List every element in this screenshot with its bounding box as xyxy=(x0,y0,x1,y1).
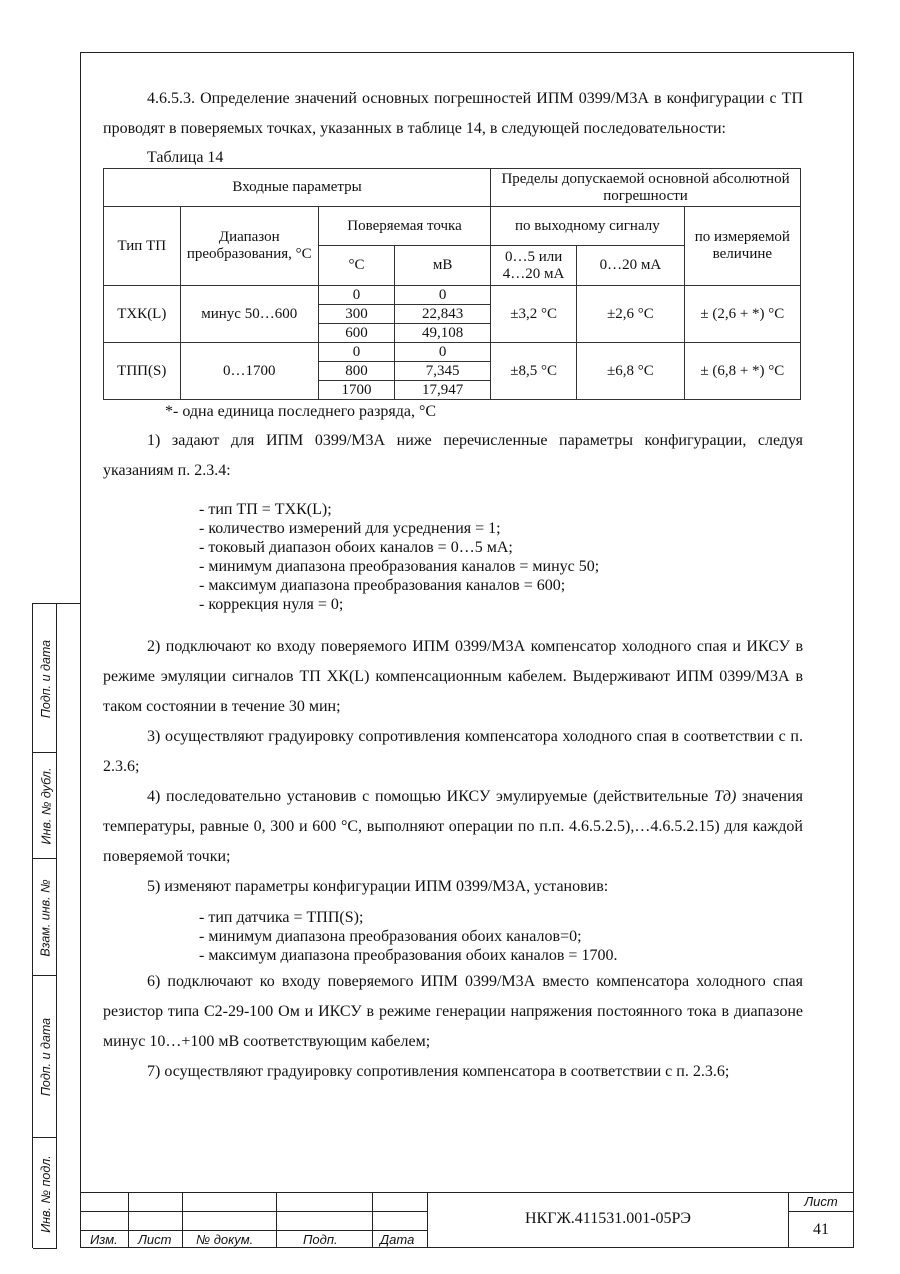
row-range: 0…1700 xyxy=(180,343,318,400)
side-label-dup-inv: Инв. № дубл. xyxy=(39,767,53,845)
header-mv: мВ xyxy=(395,246,491,286)
tb-data: Дата xyxy=(380,1232,415,1247)
header-by-output: по выходному сигналу xyxy=(491,207,685,246)
error-measured: ± (6,8 + *) °С xyxy=(684,343,800,400)
header-check-point: Поверяемая точка xyxy=(318,207,490,246)
error-output-2: ±2,6 °С xyxy=(577,286,685,343)
row-type: ТХК(L) xyxy=(104,286,181,343)
table-footnote: *- одна единица последнего разряда, °С xyxy=(165,403,437,420)
error-measured: ± (2,6 + *) °С xyxy=(684,286,800,343)
step-4-rest: значения температуры, равные 0, 300 и 600 °С, выполняют операции по п.п. 4.6.5.2.5),…4.6.5.2.15) для каждой поверяемой точки; xyxy=(103,788,803,865)
list-item: - тип датчика = ТПП(S); xyxy=(199,909,364,926)
list-item: - количество измерений для усреднения = 1; xyxy=(199,520,501,537)
step-3: 3) осуществляют градуировку сопротивления компенсатора холодного спая в соответствии с п. 2.3.6; xyxy=(103,728,803,775)
step-4 xyxy=(103,782,803,872)
step-6: 6) подключают ко входу поверяемого ИПМ 0399/М3А вместо компенсатора холодного спая резистор типа С2-29-100 Ом и ИКСУ в режиме генерации напряжения постоянного тока в диапазоне минус 10…+100 мВ соответствующим кабелем; xyxy=(103,973,803,1050)
config-list-1 xyxy=(103,500,803,614)
header-0-5ma: 0…5 или 4…20 мА xyxy=(491,246,577,286)
header-0-20ma: 0…20 мА xyxy=(577,246,685,286)
tb-podp: Подп. xyxy=(303,1232,338,1247)
list-item: - минимум диапазона преобразования обоих каналов=0; xyxy=(199,928,582,945)
step-4-variable: Tд) xyxy=(713,788,737,805)
list-item: - максимум диапазона преобразования обоих каналов = 1700. xyxy=(199,947,618,964)
side-label-orig-inv: Инв. № подл. xyxy=(39,1154,54,1233)
document-body xyxy=(103,84,803,1087)
table-14 xyxy=(103,168,801,400)
header-input-params: Входные параметры xyxy=(104,169,491,207)
point-mv: 0 xyxy=(395,286,491,305)
step-5: 5) изменяют параметры конфигурации ИПМ 0399/М3А, установив: xyxy=(147,878,609,895)
document-code: НКГЖ.411531.001-05РЭ xyxy=(524,1210,691,1227)
point-mv: 17,947 xyxy=(395,381,491,400)
tb-izm: Изм. xyxy=(90,1232,118,1247)
row-range: минус 50…600 xyxy=(180,286,318,343)
step-1: 1) задают для ИПМ 0399/М3А ниже перечисленные параметры конфигурации, следуя указаниям п. 2.3.4: xyxy=(103,432,803,479)
config-list-2 xyxy=(103,908,803,965)
point-degc: 300 xyxy=(318,305,394,324)
error-output-1: ±3,2 °С xyxy=(491,286,577,343)
error-output-2: ±6,8 °С xyxy=(577,343,685,400)
header-degc: °С xyxy=(318,246,394,286)
point-degc: 1700 xyxy=(318,381,394,400)
point-degc: 600 xyxy=(318,324,394,343)
table-caption: Таблица 14 xyxy=(147,149,224,166)
side-label-replace-inv: Взам. инв. № xyxy=(39,878,54,957)
step-7: 7) осуществляют градуировку сопротивления компенсатора в соответствии с п. 2.3.6; xyxy=(147,1063,730,1080)
error-output-1: ±8,5 °С xyxy=(491,343,577,400)
list-item: - токовый диапазон обоих каналов = 0…5 мА; xyxy=(199,539,513,556)
header-range: Диапазон преобразования, °С xyxy=(180,207,318,286)
tb-list: Лист xyxy=(138,1232,172,1247)
list-item: - тип ТП = ТХК(L); xyxy=(199,501,332,518)
side-label-sign-date-2: Подп. и дата xyxy=(39,1017,54,1097)
step-2: 2) подключают ко входу поверяемого ИПМ 0399/М3А компенсатор холодного спая и ИКСУ в режиме эмуляции сигналов ТП ХК(L) компенсационным кабелем. Выдерживают ИПМ 0399/М3А в таком состоянии в течение 30 мин; xyxy=(103,638,803,715)
point-mv: 49,108 xyxy=(395,324,491,343)
page-number: 41 xyxy=(813,1221,829,1238)
point-degc: 0 xyxy=(318,343,394,362)
list-item: - минимум диапазона преобразования каналов = минус 50; xyxy=(199,558,600,575)
list-item: - максимум диапазона преобразования каналов = 600; xyxy=(199,577,566,594)
side-stamp xyxy=(32,603,80,1248)
sheet-label: Лист xyxy=(804,1194,838,1209)
point-mv: 0 xyxy=(395,343,491,362)
step-4-text: 4) последовательно установив с помощью ИКСУ эмулируемые (действительные xyxy=(147,788,714,805)
header-by-measured: по измеряемой величине xyxy=(684,207,800,286)
point-mv: 22,843 xyxy=(395,305,491,324)
tb-dokum: № докум. xyxy=(196,1232,254,1247)
intro-paragraph: 4.6.5.3. Определение значений основных погрешностей ИПМ 0399/М3А в конфигурации с ТП проводят в поверяемых точках, указанных в таблице 14, в следующей последовательности: xyxy=(103,90,803,137)
header-tp-type: Тип ТП xyxy=(104,207,181,286)
row-type: ТПП(S) xyxy=(104,343,181,400)
header-error-limits: Пределы допускаемой основной абсолютной погрешности xyxy=(491,169,801,207)
point-mv: 7,345 xyxy=(395,362,491,381)
title-block xyxy=(80,1192,854,1248)
point-degc: 0 xyxy=(318,286,394,305)
point-degc: 800 xyxy=(318,362,394,381)
list-item: - коррекция нуля = 0; xyxy=(199,596,344,613)
side-label-sign-date: Подп. и дата xyxy=(39,639,54,718)
